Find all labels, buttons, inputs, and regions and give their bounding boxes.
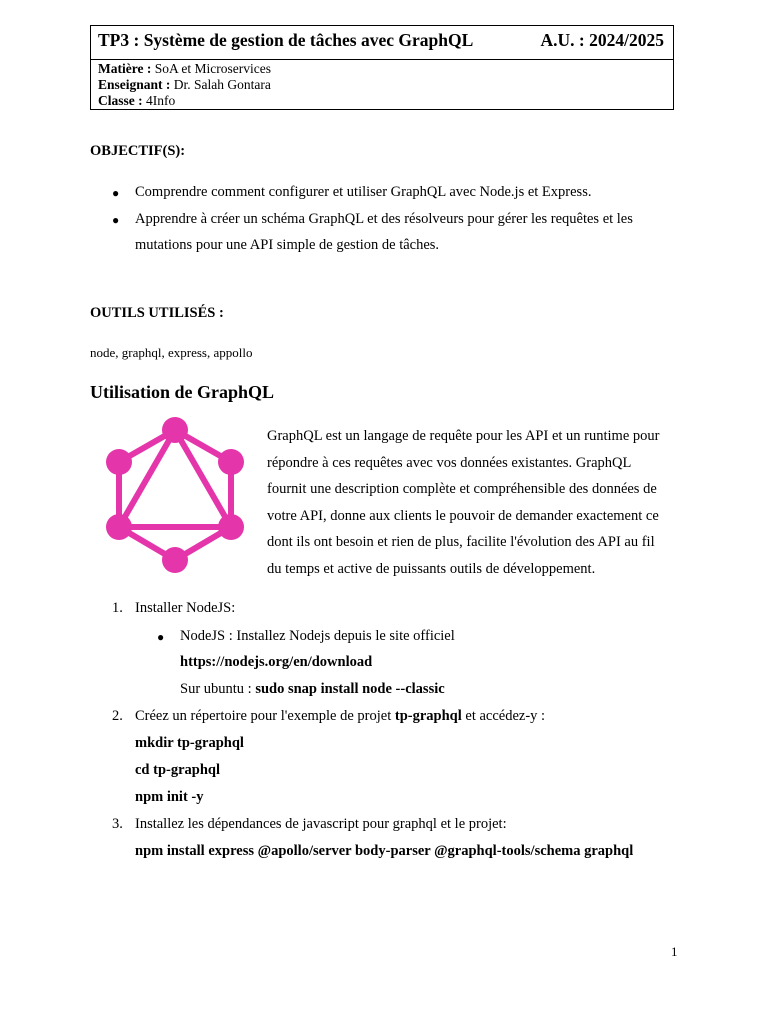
bullet-icon: ● — [112, 213, 120, 227]
objective-item: Apprendre à créer un schéma GraphQL et des résolveurs pour gérer les requêtes et les — [135, 211, 633, 227]
ubuntu-command: sudo snap install node --classic — [255, 681, 445, 697]
header-title-row — [91, 26, 673, 60]
page-title: TP3 : Système de gestion de tâches avec GraphQL — [98, 30, 474, 50]
objectives-heading: OBJECTIF(S): — [90, 143, 186, 159]
section-title: Utilisation de GraphQL — [90, 382, 275, 402]
paragraph-line: votre API, donne aux clients le pouvoir de demander exactement ce — [267, 507, 659, 524]
subject-line: Matière : SoA et Microservices — [98, 61, 271, 76]
header-meta — [98, 61, 271, 109]
header-box — [90, 25, 674, 110]
class-line: Classe : 4Info — [98, 93, 176, 108]
logo-node — [106, 514, 132, 540]
logo-triangle — [119, 430, 231, 527]
step-number: 3. — [112, 816, 123, 832]
logo-node — [218, 514, 244, 540]
nodejs-download-link[interactable]: https://nodejs.org/en/download — [180, 654, 373, 670]
nodejs-instruction: NodeJS : Installez Nodejs depuis le site officiel — [180, 628, 455, 644]
ubuntu-instruction: Sur ubuntu : sudo snap install node --classic — [180, 681, 445, 697]
logo-node — [162, 417, 188, 443]
tools-list: node, graphql, express, appollo — [90, 345, 253, 360]
command-line: npm init -y — [135, 789, 204, 805]
teacher-line: Enseignant : Dr. Salah Gontara — [98, 77, 271, 92]
graphql-logo-icon — [100, 412, 250, 580]
objective-item: Comprendre comment configurer et utiliser GraphQL avec Node.js et Express. — [135, 184, 592, 200]
step-text: Installez les dépendances de javascript pour graphql et le projet: — [135, 816, 507, 832]
paragraph-line: fournit une description complète et compréhensible des données de — [267, 481, 657, 497]
logo-node — [218, 449, 244, 475]
paragraph-line: GraphQL est un langage de requête pour les API et un runtime pour — [267, 428, 660, 444]
paragraph-line: dont ils ont besoin et rien de plus, facilite l'évolution des API au fil — [267, 534, 655, 550]
graphql-description — [267, 423, 682, 582]
step-text: Créez un répertoire pour l'exemple de projet tp-graphql et accédez-y : — [135, 708, 546, 724]
class: 4Info — [146, 93, 176, 108]
step-number: 1. — [112, 600, 123, 616]
subject: SoA et Microservices — [154, 61, 271, 76]
logo-node — [106, 449, 132, 475]
step-text: Installer NodeJS: — [135, 600, 236, 616]
bullet-icon: ● — [112, 186, 120, 200]
command-line: npm install express @apollo/server body-parser @graphql-tools/schema graphql — [135, 843, 634, 859]
objective-item-continuation: mutations pour une API simple de gestion de tâches. — [135, 237, 440, 253]
paragraph-line: du temps et active de puissants outils de développement. — [267, 560, 596, 577]
step-number: 2. — [112, 708, 123, 724]
academic-year: A.U. : 2024/2025 — [540, 30, 664, 50]
tools-heading: OUTILS UTILISÉS : — [90, 305, 224, 321]
logo-node — [162, 547, 188, 573]
bullet-icon: ● — [157, 630, 165, 644]
page-number: 1 — [671, 944, 678, 959]
teacher: Dr. Salah Gontara — [173, 77, 271, 92]
command-line: mkdir tp-graphql — [135, 735, 244, 751]
paragraph-line: répondre à ces requêtes avec vos données existantes. GraphQL — [267, 454, 632, 471]
command-line: cd tp-graphql — [135, 762, 221, 778]
